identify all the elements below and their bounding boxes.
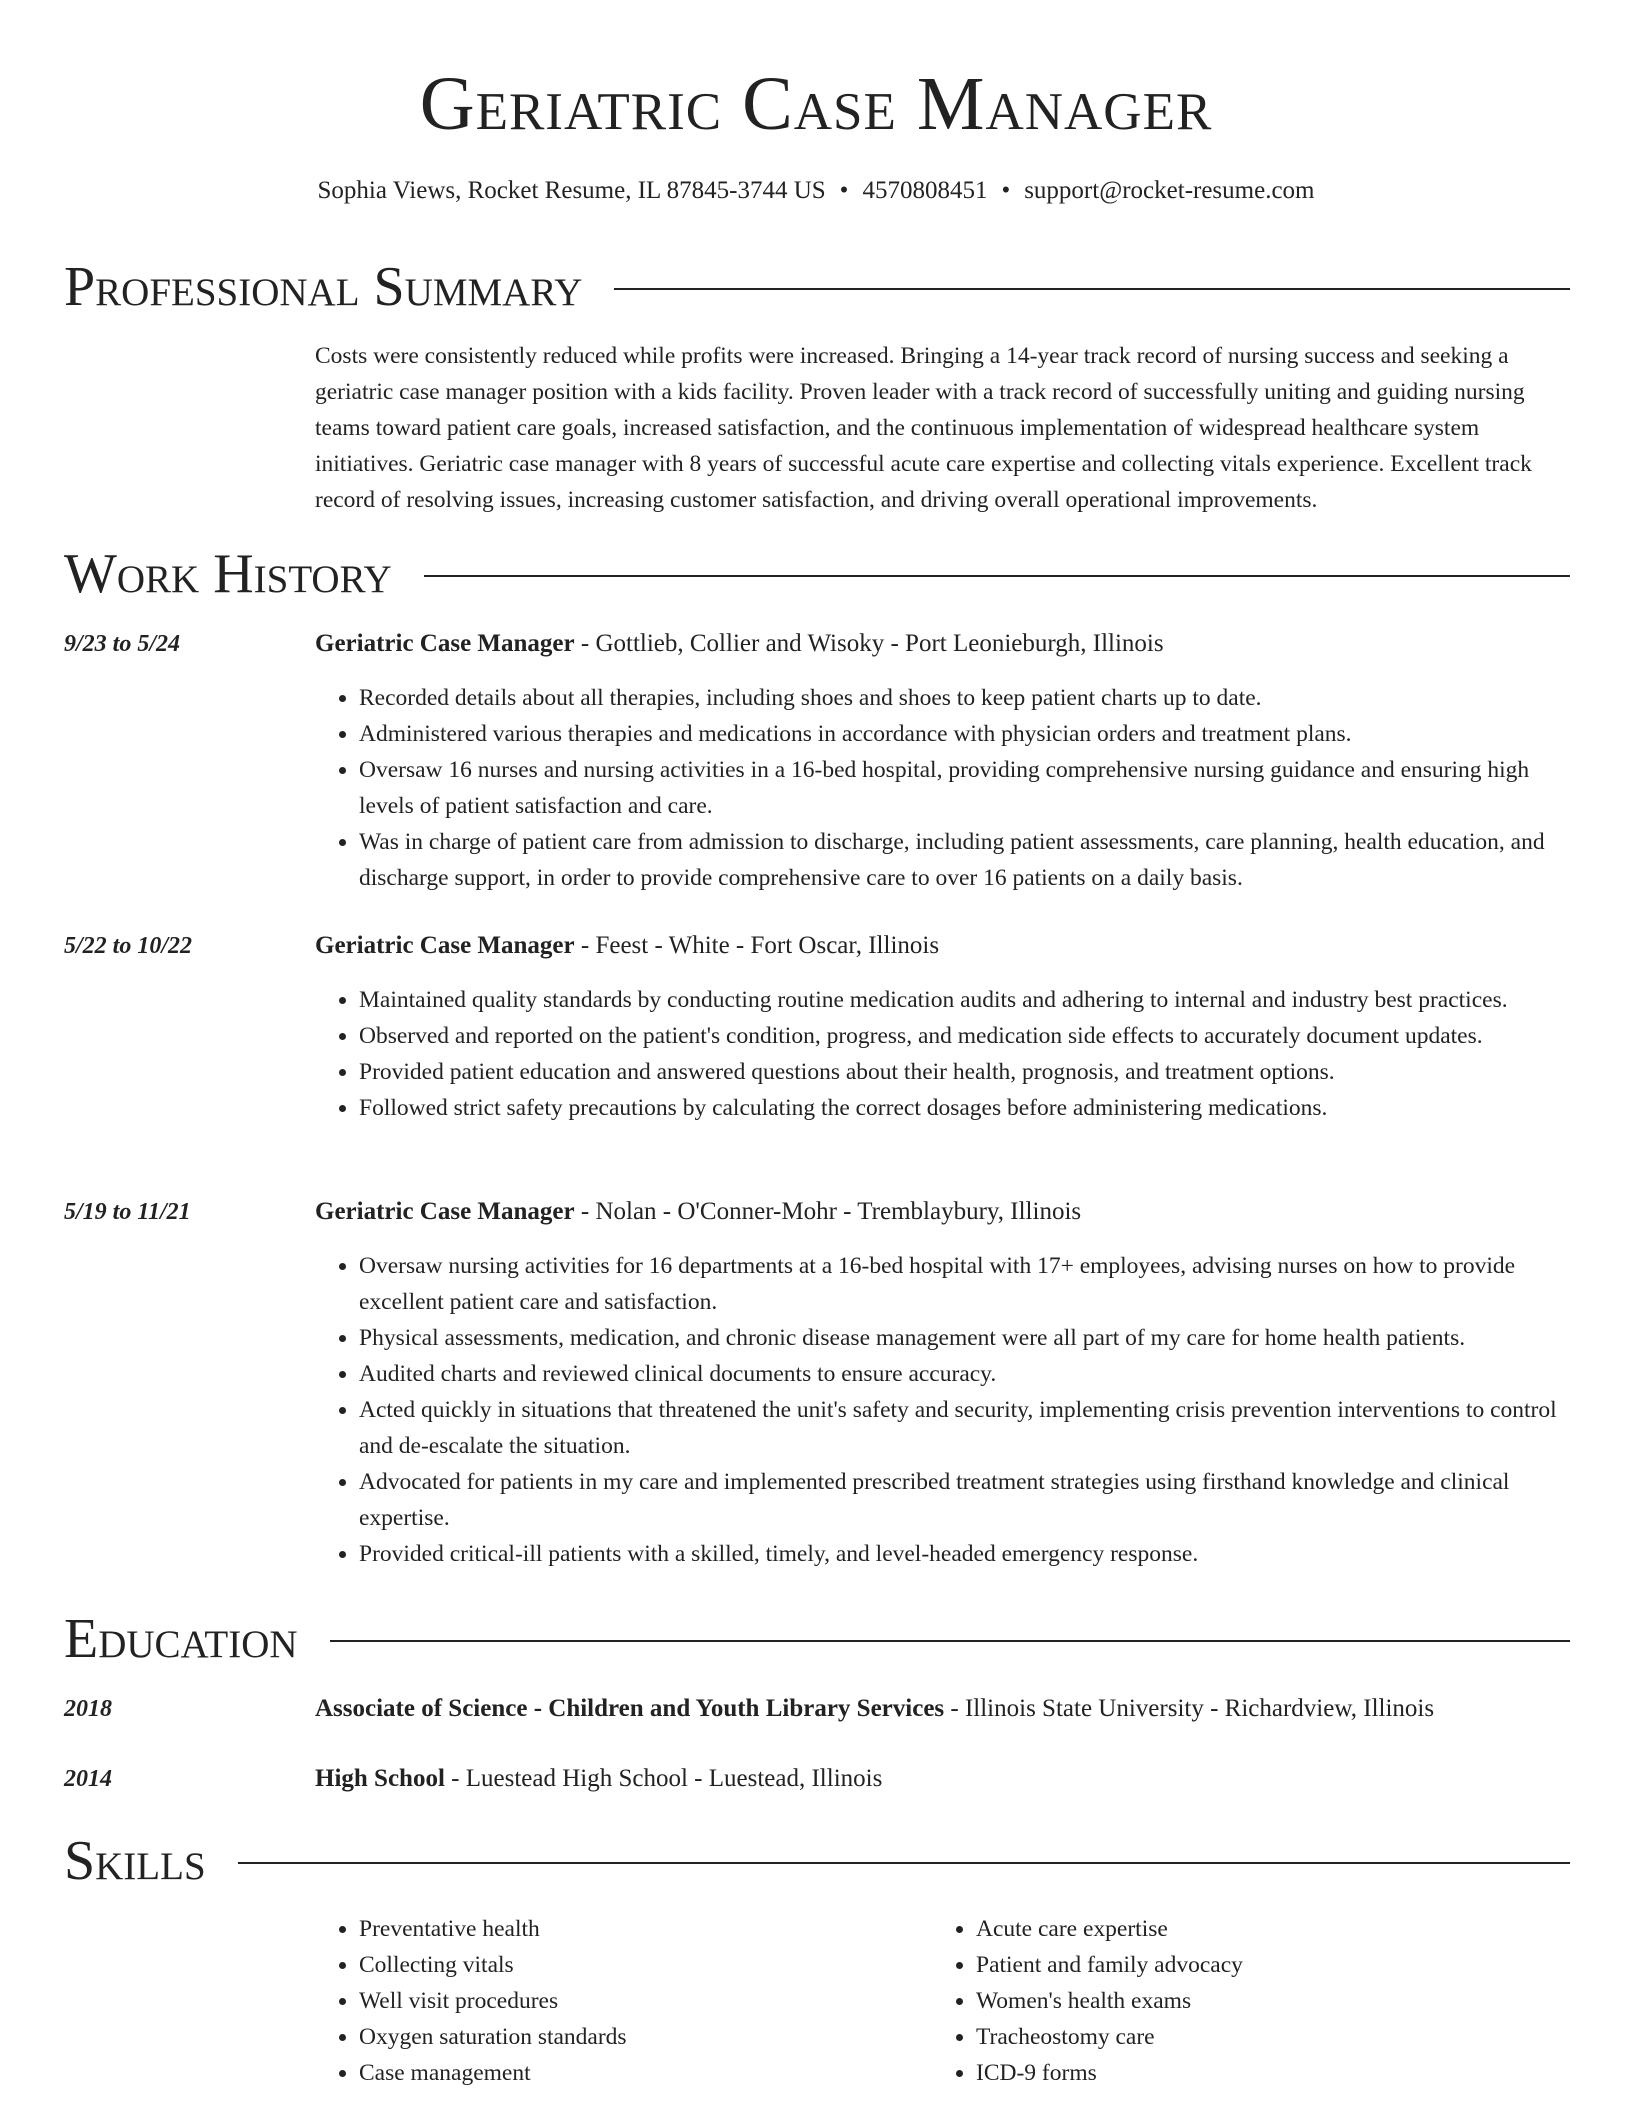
job-title: Geriatric Case Manager bbox=[315, 630, 575, 657]
job-title: Geriatric Case Manager bbox=[315, 932, 575, 959]
section-divider bbox=[330, 1640, 1570, 1642]
skill-item: • Preventative health bbox=[359, 1911, 915, 1947]
job-dates: 9/23 to 5/24 bbox=[64, 631, 181, 657]
skill-item: • Oxygen saturation standards bbox=[359, 2019, 915, 2055]
job-bullet: • Audited charts and reviewed clinical documents to ensure accuracy. bbox=[359, 1356, 1575, 1392]
contact-email: support@rocket-resume.com bbox=[1024, 177, 1315, 204]
job-heading bbox=[315, 626, 1575, 662]
skill-item: • Collecting vitals bbox=[359, 1947, 915, 1983]
job-title: Geriatric Case Manager bbox=[315, 1198, 575, 1225]
job-bullets bbox=[315, 1248, 1575, 1572]
job-dates: 5/19 to 11/21 bbox=[64, 1199, 191, 1225]
education-year: 2018 bbox=[64, 1696, 112, 1722]
job-bullet: • Recorded details about all therapies, including shoes and shoes to keep patient charts up to date. bbox=[359, 680, 1575, 716]
skills-list-left bbox=[315, 1911, 915, 2091]
job-bullet: • Oversaw nursing activities for 16 departments at a 16-bed hospital with 17+ employees, advising nurses on how to provide excellent patient care and satisfaction. bbox=[359, 1248, 1575, 1320]
skills-section-heading bbox=[64, 1828, 1570, 1894]
summary-heading: Professional Summary bbox=[64, 256, 583, 318]
section-divider bbox=[614, 288, 1570, 290]
job-bullet: • Provided patient education and answered questions about their health, prognosis, and treatment options. bbox=[359, 1054, 1575, 1090]
contact-phone: 4570808451 bbox=[862, 177, 988, 204]
job-bullet: • Observed and reported on the patient's condition, progress, and medication side effects to accurately document updates. bbox=[359, 1018, 1575, 1054]
job-bullet: • Followed strict safety precautions by calculating the correct dosages before administering medications. bbox=[359, 1090, 1575, 1126]
education-entry bbox=[315, 1761, 1575, 1797]
job-details: - Gottlieb, Collier and Wisoky - Port Leonieburgh, Illinois bbox=[574, 630, 1164, 657]
job-bullet: • Provided critical-ill patients with a skilled, timely, and level-headed emergency response. bbox=[359, 1536, 1575, 1572]
job-heading bbox=[315, 928, 1575, 964]
job-bullet: • Physical assessments, medication, and chronic disease management were all part of my care for home health patients. bbox=[359, 1320, 1575, 1356]
work-heading: Work History bbox=[64, 543, 392, 605]
job-bullets bbox=[315, 680, 1575, 896]
skills-heading: Skills bbox=[64, 1830, 206, 1892]
job-details: - Nolan - O'Conner-Mohr - Tremblaybury, Illinois bbox=[574, 1198, 1082, 1225]
job-bullet: • Maintained quality standards by conducting routine medication audits and adhering to internal and industry best practices. bbox=[359, 982, 1575, 1018]
job-bullet: • Acted quickly in situations that threatened the unit's safety and security, implementing crisis prevention interventions to control and de-escalate the situation. bbox=[359, 1392, 1575, 1464]
section-divider bbox=[238, 1862, 1570, 1864]
education-details: - Luestead High School - Luestead, Illinois bbox=[444, 1765, 883, 1792]
contact-separator: • bbox=[839, 177, 849, 204]
skills-list-right bbox=[932, 1911, 1572, 2091]
contact-address: Sophia Views, Rocket Resume, IL 87845-3744 US bbox=[317, 177, 826, 204]
resume-name: Geriatric Case Manager bbox=[419, 62, 1213, 146]
education-entry bbox=[315, 1691, 1575, 1727]
work-section-heading bbox=[64, 541, 1570, 607]
education-year: 2014 bbox=[64, 1766, 112, 1792]
contact-line bbox=[0, 173, 1632, 209]
skill-item: • Women's health exams bbox=[976, 1983, 1572, 2019]
summary-text: Costs were consistently reduced while profits were increased. Bringing a 14-year track record of nursing success and seeking a geriatric case manager position with a kids facility. Proven leader with a track record of successfully uniting and guiding nursing teams toward patient care goals, increased satisfaction, and the continuous implementation of widespread healthcare system initiatives. Geriatric case manager with 8 years of successful acute care expertise and collecting vitals experience. Excellent track record of resolving issues, increasing customer satisfaction, and driving overall operational improvements. bbox=[315, 343, 1532, 513]
skill-item: • Patient and family advocacy bbox=[976, 1947, 1572, 1983]
skill-item: • Case management bbox=[359, 2055, 915, 2091]
job-bullets bbox=[315, 982, 1575, 1126]
summary-section-heading bbox=[64, 254, 1570, 320]
education-heading: Education bbox=[64, 1608, 298, 1670]
skill-item: • ICD-9 forms bbox=[976, 2055, 1572, 2091]
job-dates: 5/22 to 10/22 bbox=[64, 933, 193, 959]
job-bullet: • Oversaw 16 nurses and nursing activities in a 16-bed hospital, providing comprehensive nursing guidance and ensuring high levels of patient satisfaction and care. bbox=[359, 752, 1575, 824]
skill-item: • Tracheostomy care bbox=[976, 2019, 1572, 2055]
section-divider bbox=[424, 575, 1570, 577]
education-section-heading bbox=[64, 1606, 1570, 1672]
job-heading bbox=[315, 1194, 1575, 1230]
skill-item: • Acute care expertise bbox=[976, 1911, 1572, 1947]
job-details: - Feest - White - Fort Oscar, Illinois bbox=[574, 932, 940, 959]
job-bullet: • Was in charge of patient care from admission to discharge, including patient assessments, care planning, health education, and discharge support, in order to provide comprehensive care to over 16 patients on a daily basis. bbox=[359, 824, 1575, 896]
skill-item: • Well visit procedures bbox=[359, 1983, 915, 2019]
education-degree: Associate of Science - Children and Youth Library Services bbox=[315, 1695, 945, 1722]
job-bullet: • Advocated for patients in my care and implemented prescribed treatment strategies using firsthand knowledge and clinical expertise. bbox=[359, 1464, 1575, 1536]
education-degree: High School bbox=[315, 1765, 445, 1792]
education-details: - Illinois State University - Richardview, Illinois bbox=[944, 1695, 1435, 1722]
contact-separator: • bbox=[1001, 177, 1011, 204]
job-bullet: • Administered various therapies and medications in accordance with physician orders and treatment plans. bbox=[359, 716, 1575, 752]
